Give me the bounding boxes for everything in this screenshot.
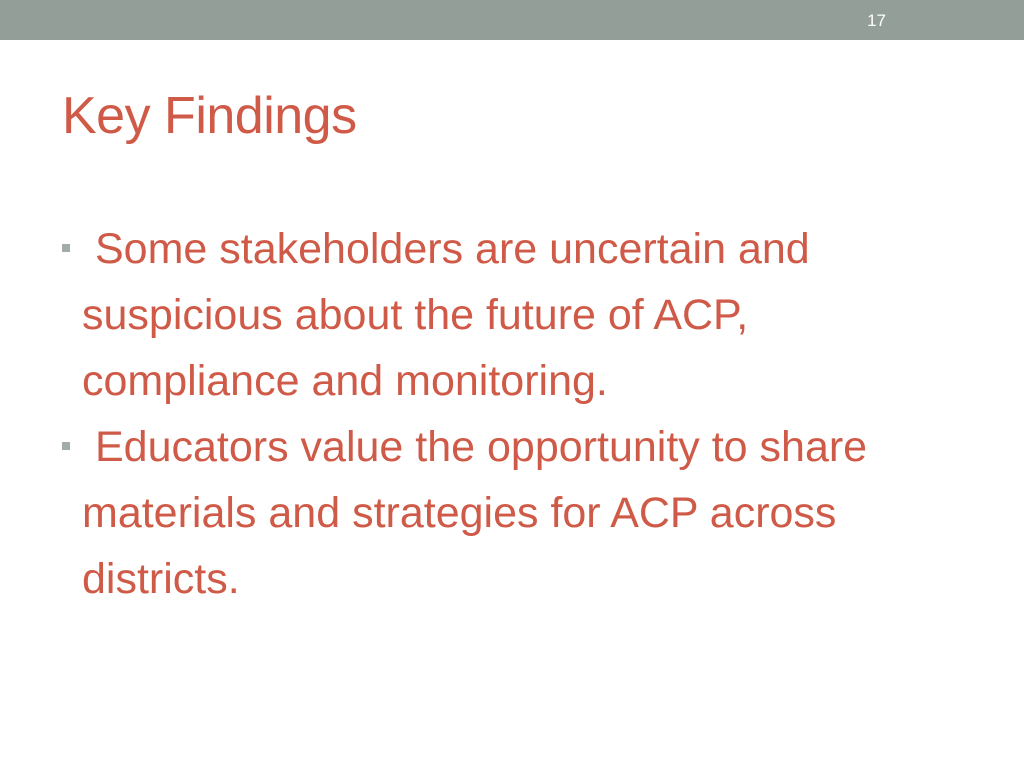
bullet-item	[62, 414, 942, 612]
bullet-text: Educators value the opportunity to share materials and strategies for ACP across districts.	[82, 423, 868, 603]
bullet-list	[62, 216, 942, 612]
top-bar	[0, 0, 1024, 40]
square-bullet-icon	[62, 442, 70, 450]
slide-number: 17	[867, 11, 886, 30]
bullet-item	[62, 216, 942, 414]
square-bullet-icon	[62, 244, 70, 252]
slide-title: Key Findings	[62, 87, 357, 145]
bullet-text: Some stakeholders are uncertain and suspicious about the future of ACP, compliance and monitoring.	[82, 225, 810, 405]
